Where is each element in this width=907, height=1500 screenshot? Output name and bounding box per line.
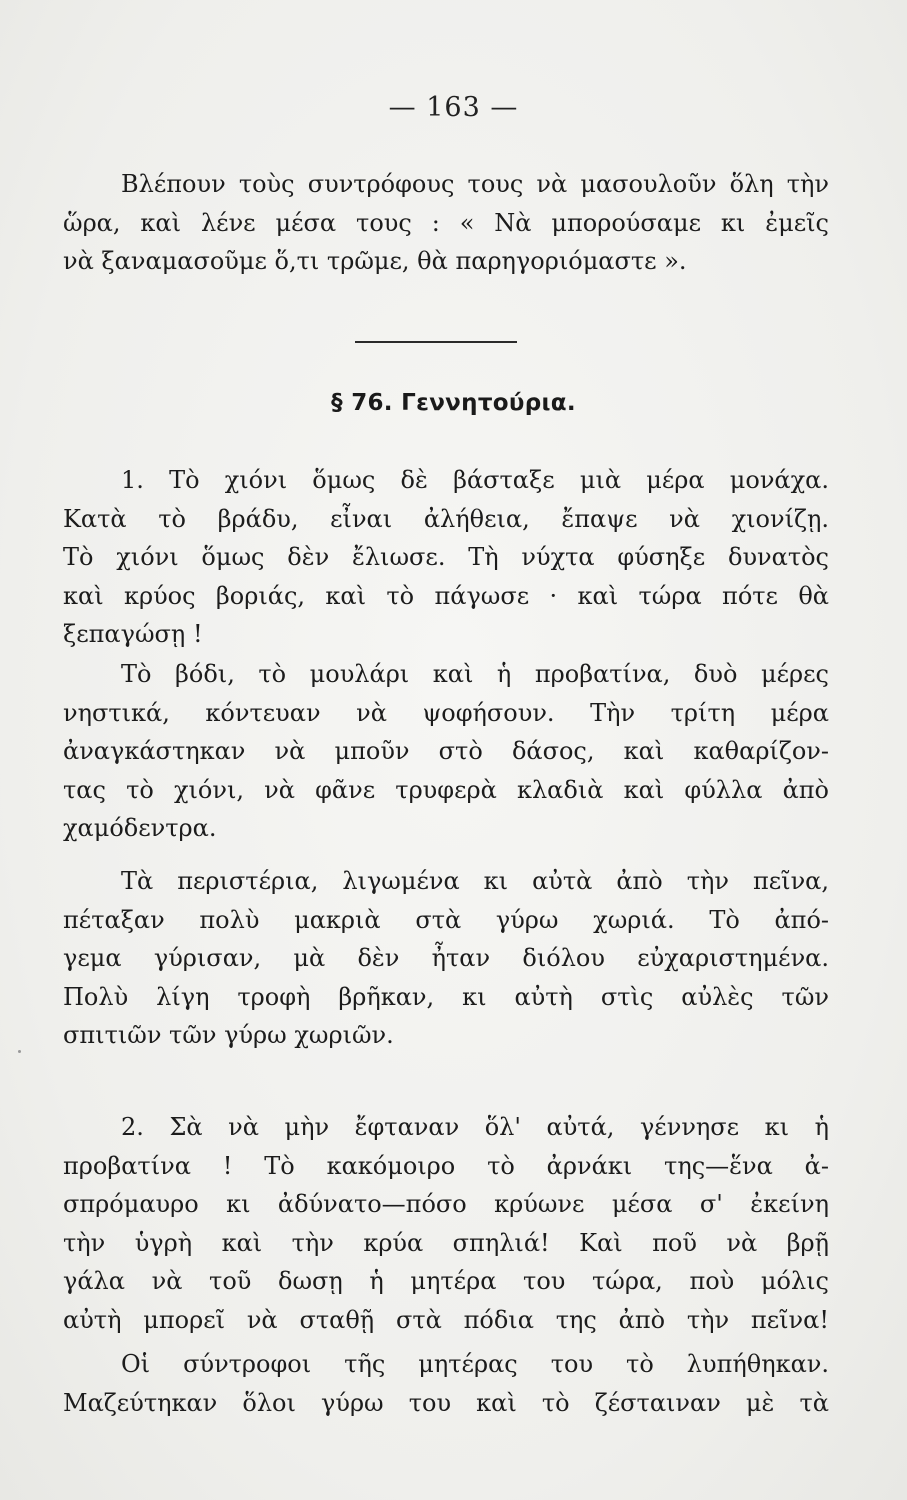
- paragraph-intro: [63, 165, 829, 281]
- text-line: Βλέπουν τοὺς συντρόφους τους νὰ μασουλοῦν ὅλη τὴν: [121, 170, 829, 198]
- paragraph-1a: [63, 461, 829, 654]
- text-line: τας τὸ χιόνι, νὰ φᾶνε τρυφερὰ κλαδιὰ καὶ φύλλα ἀπὸ: [63, 775, 829, 804]
- text-line: Τὸ χιόνι ὅμως δὲν ἔλιωσε. Τὴ νύχτα φύσηξε δυνατὸς: [63, 543, 829, 571]
- text-line: ὥρα, καὶ λένε μέσα τους : « Νὰ μπορούσαμε κι ἐμεῖς: [63, 208, 829, 237]
- text-line: καὶ κρύος βοριάς, καὶ τὸ πάγωσε · καὶ τώρα πότε θὰ: [63, 581, 829, 610]
- paragraph-1b: [63, 655, 829, 848]
- text-line: Πολὺ λίγη τροφὴ βρῆκαν, κι αὐτὴ στὶς αὐλὲς τῶν: [63, 982, 829, 1011]
- text-line: 2. Σὰ νὰ μὴν ἔφταναν ὅλ' αὐτά, γέννησε κι ἡ: [121, 1113, 829, 1141]
- text-line: σπρόμαυρο κι ἀδύνατο—πόσο κρύωνε μέσα σ' ἐκείνη: [63, 1190, 829, 1218]
- text-line: ἀναγκάστηκαν νὰ μποῦν στὸ δάσος, καὶ καθαρίζον-: [63, 737, 829, 765]
- text-line: ξεπαγώσῃ !: [63, 620, 203, 648]
- text-line: πέταξαν πολὺ μακριὰ στὰ γύρω χωριά. Τὸ ἀπό-: [63, 905, 829, 934]
- text-line: νὰ ξαναμασοῦμε ὅ,τι τρῶμε, θὰ παρηγοριόμαστε ».: [63, 247, 687, 275]
- text-line: προβατίνα ! Τὸ κακόμοιρο τὸ ἀρνάκι της—ἕνα ἀ-: [63, 1151, 829, 1180]
- text-line: Τὰ περιστέρια, λιγωμένα κι αὐτὰ ἀπὸ τὴν πεῖνα,: [121, 867, 829, 895]
- text-line: Τὸ βόδι, τὸ μουλάρι καὶ ἡ προβατίνα, δυὸ μέρες: [121, 660, 829, 688]
- paragraph-2b: [63, 1345, 829, 1422]
- text-line: χαμόδεντρα.: [63, 814, 217, 842]
- text-line: Κατὰ τὸ βράδυ, εἶναι ἀλήθεια, ἔπαψε νὰ χιονίζῃ.: [63, 504, 829, 533]
- text-line: τὴν ὑγρὴ καὶ τὴν κρύα σπηλιά! Καὶ ποῦ νὰ βρῇ: [63, 1228, 829, 1257]
- text-line: νηστικά, κόντευαν νὰ ψοφήσουν. Τὴν τρίτη μέρα: [63, 698, 829, 727]
- text-line: 1. Τὸ χιόνι ὅμως δὲ βάσταξε μιὰ μέρα μονάχα.: [121, 466, 829, 494]
- page-number: — 163 —: [388, 92, 519, 123]
- paragraph-1c: [63, 862, 829, 1055]
- text-line: γεμα γύρισαν, μὰ δὲν ἦταν διόλου εὐχαριστημένα.: [63, 944, 829, 972]
- section-heading: § 76. Γεννητούρια.: [331, 390, 576, 416]
- text-line: γάλα νὰ τοῦ δωσῃ ἡ μητέρα του τώρα, ποὺ μόλις: [63, 1267, 829, 1295]
- paper-speck: [18, 1050, 21, 1053]
- paragraph-2a: [63, 1108, 829, 1339]
- text-line: αὐτὴ μπορεῖ νὰ σταθῇ στὰ πόδια της ἀπὸ τὴν πεῖνα!: [63, 1305, 829, 1334]
- text-line: Μαζεύτηκαν ὅλοι γύρω του καὶ τὸ ζέσταιναν μὲ τὰ: [63, 1388, 829, 1417]
- text-line: Οἱ σύντροφοι τῆς μητέρας του τὸ λυπήθηκαν.: [121, 1350, 829, 1378]
- section-divider-rule: [355, 341, 517, 343]
- text-line: σπιτιῶν τῶν γύρω χωριῶν.: [63, 1021, 394, 1049]
